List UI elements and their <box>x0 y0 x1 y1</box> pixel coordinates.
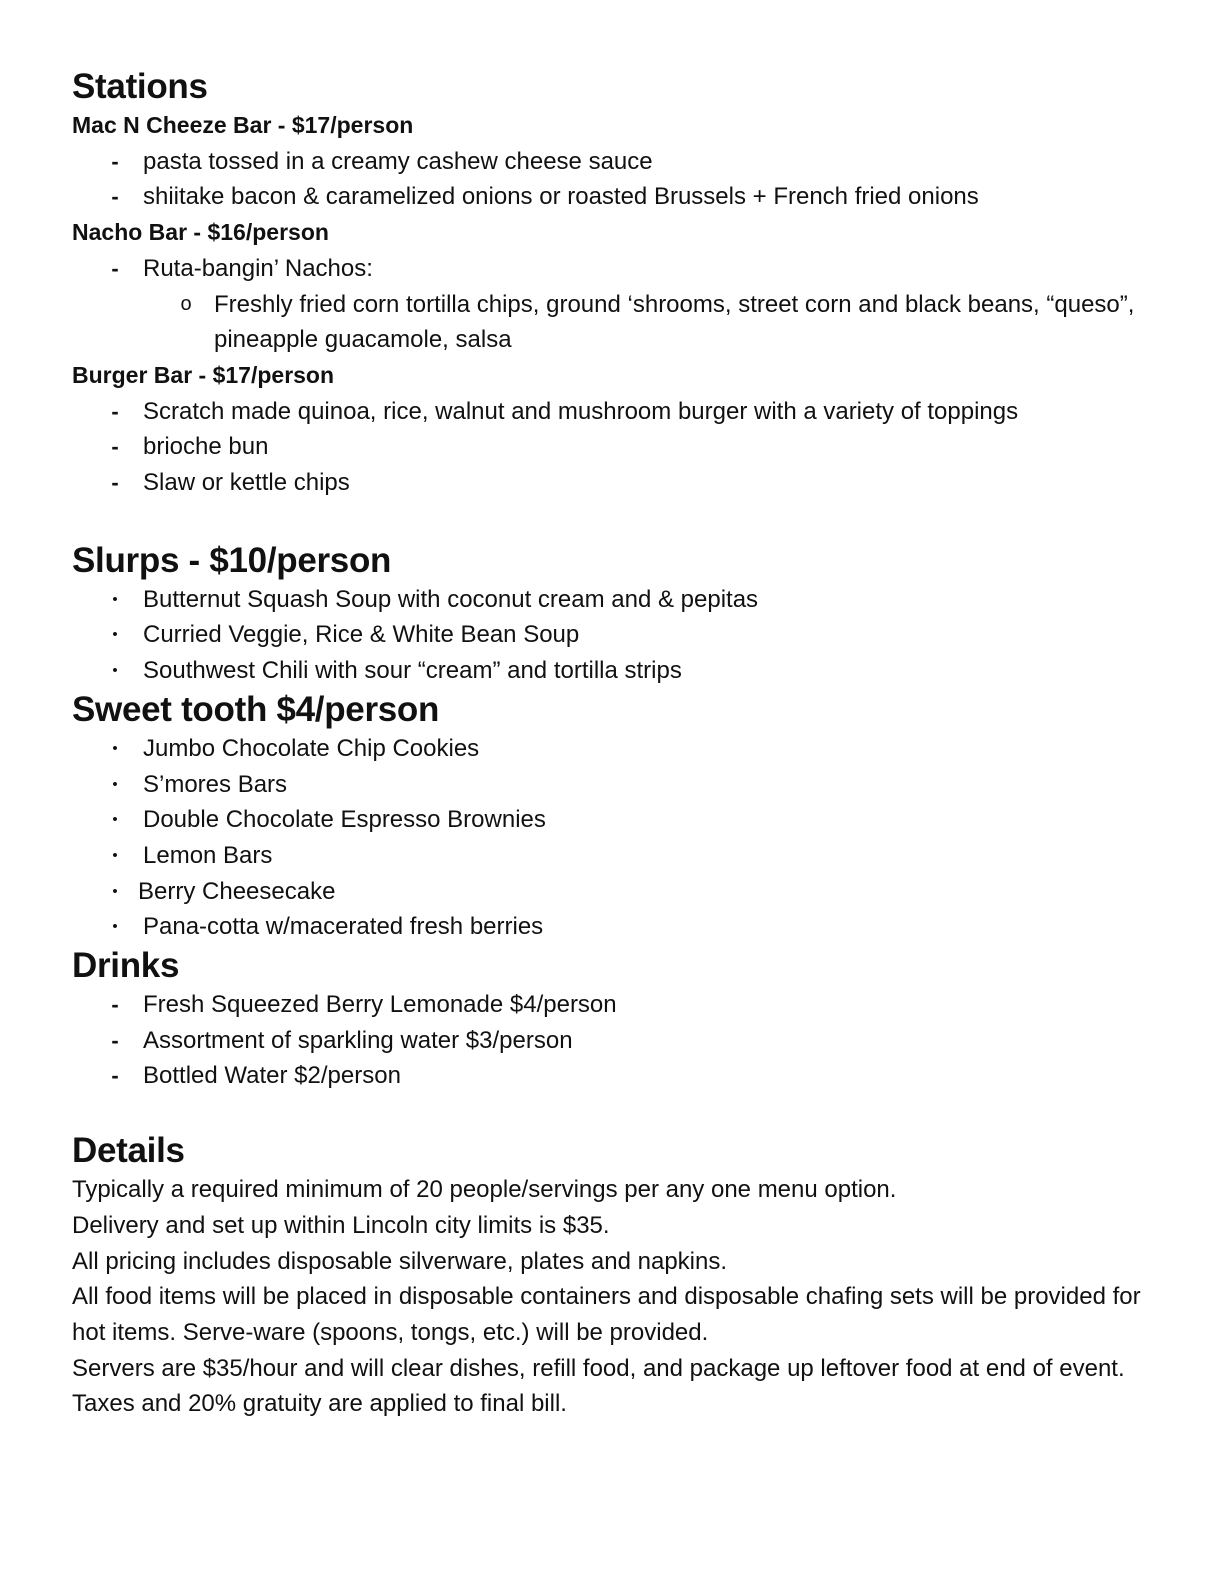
details-heading: Details <box>72 1131 185 1171</box>
dash-bullet-icon: - <box>111 398 119 424</box>
list-item: - Ruta-bangin’ Nachos: <box>72 251 1162 287</box>
sweet-tooth-heading: Sweet tooth $4/person <box>72 689 440 729</box>
burger-bar-list <box>72 394 1162 501</box>
list-item: • Double Chocolate Espresso Brownies <box>72 802 1162 838</box>
slurps-heading: Slurps - $10/person <box>72 540 392 580</box>
drinks-heading: Drinks <box>72 946 180 986</box>
list-item: • S’mores Bars <box>72 767 1162 803</box>
list-item: - shiitake bacon & caramelized onions or roasted Brussels + French fried onions <box>72 179 1162 215</box>
dot-bullet-icon: • <box>112 662 118 680</box>
list-item: • Berry Cheesecake <box>72 874 1162 910</box>
spacer <box>72 1094 1162 1130</box>
dot-bullet-icon: • <box>112 846 118 864</box>
list-item: o Freshly fried corn tortilla chips, ground ‘shrooms, street corn and black beans, “queso”, pineapple guacamole, salsa <box>72 287 1162 358</box>
circle-bullet-icon: o <box>180 292 192 315</box>
list-item: - Slaw or kettle chips <box>72 465 1162 501</box>
menu-document <box>72 66 1162 1422</box>
dot-bullet-icon: • <box>112 590 118 608</box>
dash-bullet-icon: - <box>111 255 119 281</box>
stations-heading: Stations <box>72 67 208 106</box>
list-item: • Lemon Bars <box>72 838 1162 874</box>
details-paragraph: Servers are $35/hour and will clear dishes, refill food, and package up leftover food at end of event. <box>72 1354 1125 1382</box>
list-item: - Fresh Squeezed Berry Lemonade $4/person <box>72 987 1162 1023</box>
mac-n-cheeze-bar-list <box>72 144 1162 215</box>
nacho-bar-heading: Nacho Bar - $16/person <box>72 219 329 246</box>
details-paragraph: All pricing includes disposable silverware, plates and napkins. <box>72 1247 728 1275</box>
burger-bar-heading: Burger Bar - $17/person <box>72 361 335 388</box>
dash-bullet-icon: - <box>111 992 119 1018</box>
list-item: - Assortment of sparkling water $3/person <box>72 1023 1162 1059</box>
dash-bullet-icon: - <box>111 148 119 174</box>
dot-bullet-icon: • <box>112 626 118 644</box>
slurps-list <box>72 582 1162 689</box>
list-item: • Jumbo Chocolate Chip Cookies <box>72 731 1162 767</box>
dash-bullet-icon: - <box>111 1027 119 1053</box>
list-item: • Curried Veggie, Rice & White Bean Soup <box>72 617 1162 653</box>
list-item: • Pana-cotta w/macerated fresh berries <box>72 909 1162 945</box>
dot-bullet-icon: • <box>112 882 118 900</box>
dot-bullet-icon: • <box>112 811 118 829</box>
dot-bullet-icon: • <box>112 918 118 936</box>
nacho-bar-list <box>72 251 1162 287</box>
spacer <box>72 501 1162 540</box>
details-paragraph: Typically a required minimum of 20 people/servings per any one menu option. <box>72 1176 897 1204</box>
list-item: • Southwest Chili with sour “cream” and tortilla strips <box>72 653 1162 689</box>
list-item: - brioche bun <box>72 429 1162 465</box>
details-paragraph: Delivery and set up within Lincoln city limits is $35. <box>72 1211 610 1239</box>
list-item: - pasta tossed in a creamy cashew cheese sauce <box>72 144 1162 180</box>
details-paragraph: All food items will be placed in disposable containers and disposable chafing sets will be provided for hot items. Serve-ware (spoons, tongs, etc.) will be provided. <box>72 1283 1141 1346</box>
dash-bullet-icon: - <box>111 1063 119 1089</box>
drinks-list <box>72 987 1162 1094</box>
list-item: - Scratch made quinoa, rice, walnut and mushroom burger with a variety of toppings <box>72 394 1162 430</box>
dash-bullet-icon: - <box>111 184 119 210</box>
dot-bullet-icon: • <box>112 775 118 793</box>
dash-bullet-icon: - <box>111 470 119 496</box>
list-item: - Bottled Water $2/person <box>72 1058 1162 1094</box>
list-item: • Butternut Squash Soup with coconut cream and & pepitas <box>72 582 1162 618</box>
dash-bullet-icon: - <box>111 434 119 460</box>
mac-n-cheeze-bar-heading: Mac N Cheeze Bar - $17/person <box>72 112 414 138</box>
dot-bullet-icon: • <box>112 739 118 757</box>
nacho-bar-sublist <box>72 287 1162 358</box>
sweet-tooth-list <box>72 731 1162 945</box>
details-paragraph: Taxes and 20% gratuity are applied to final bill. <box>72 1390 567 1418</box>
